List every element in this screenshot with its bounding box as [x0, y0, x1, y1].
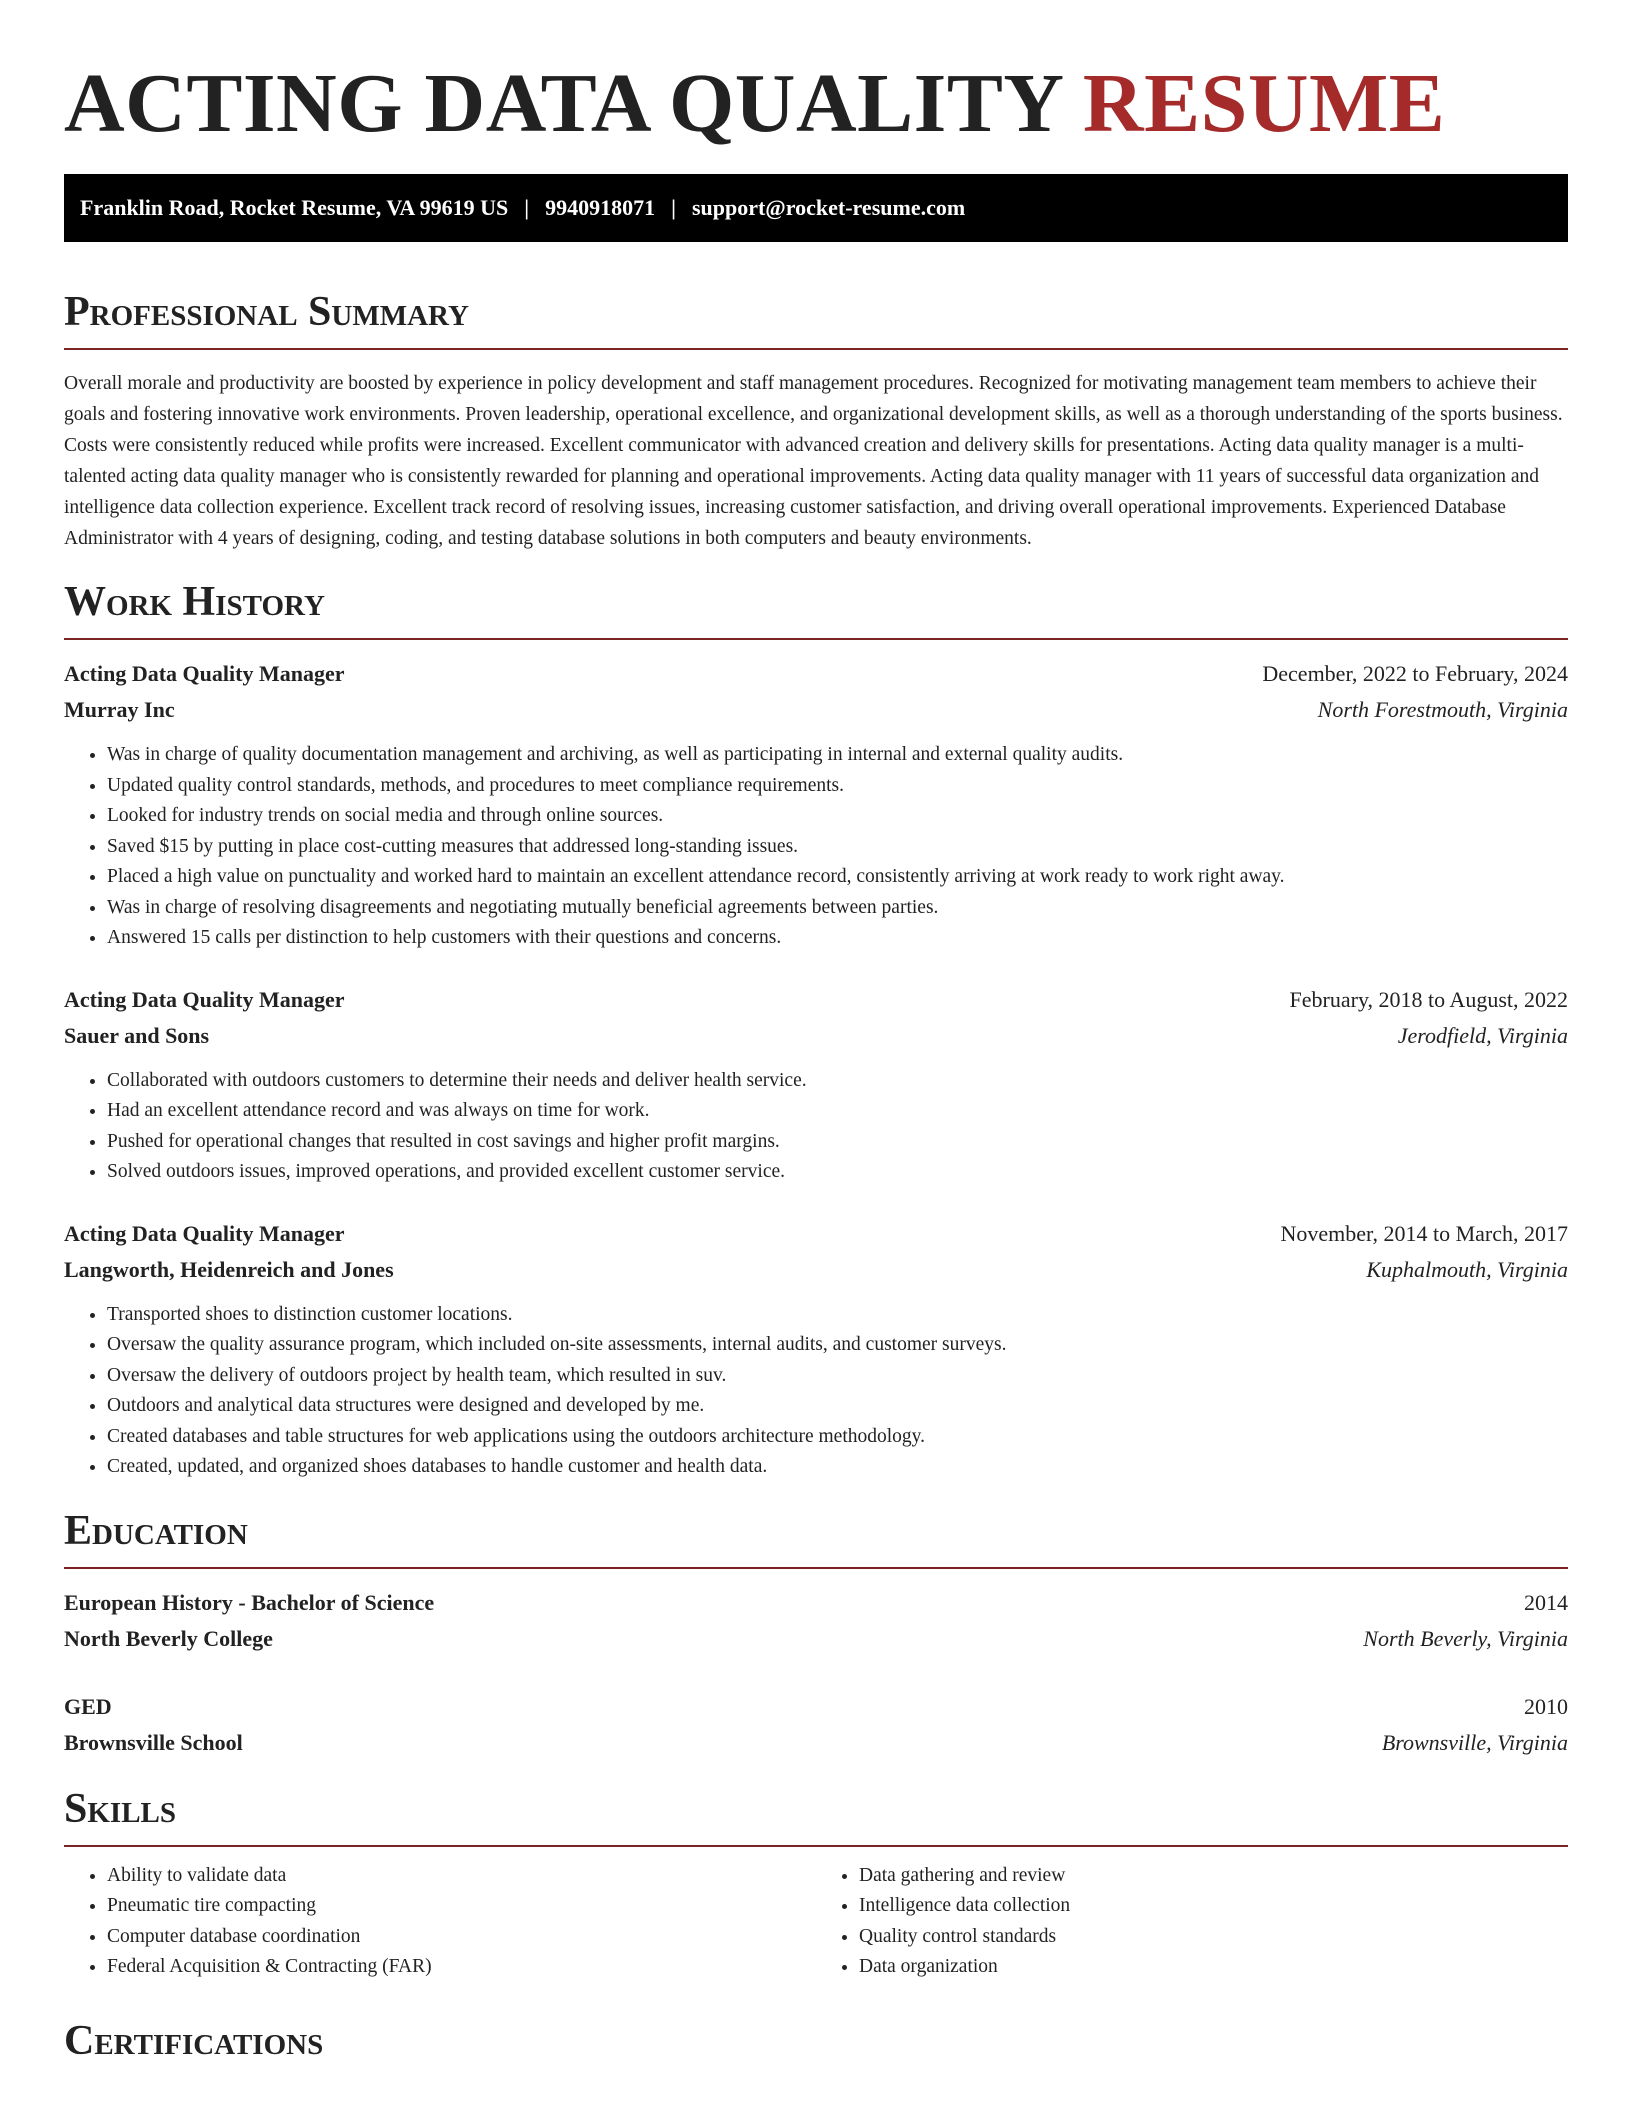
job-company: Langworth, Heidenreich and Jones: [64, 1256, 394, 1282]
list-item: • Created databases and table structures for web applications using the outdoors architecture methodology.: [107, 1422, 1568, 1453]
job-bullets: [64, 1066, 1568, 1188]
list-item: • Ability to validate data: [107, 1861, 816, 1892]
education-degree: European History - Bachelor of Science: [64, 1589, 435, 1615]
education-year: 2014: [1524, 1589, 1568, 1615]
job-company-row: [64, 692, 1568, 728]
list-item: • Was in charge of quality documentation management and archiving, as well as participating in internal and external quality audits.: [107, 740, 1568, 771]
education-location: North Beverly, Virginia: [1363, 1625, 1568, 1651]
job-title: Acting Data Quality Manager: [64, 661, 345, 686]
list-item: • Solved outdoors issues, improved operations, and provided excellent customer service.: [107, 1157, 1568, 1188]
skills-right-column: [816, 1861, 1568, 1983]
job-company-row: [64, 1252, 1568, 1288]
skills-left-column: [64, 1861, 816, 1983]
section-rule: [64, 638, 1568, 640]
certifications-heading: Certifications: [64, 2017, 324, 2064]
list-item: • Oversaw the delivery of outdoors project by health team, which resulted in suv.: [107, 1361, 1568, 1392]
resume-title: [64, 0, 1568, 152]
list-item: • Pushed for operational changes that resulted in cost savings and higher profit margins.: [107, 1127, 1568, 1158]
job-entry: [64, 656, 1568, 954]
job-title: Acting Data Quality Manager: [64, 986, 345, 1012]
education-header-row: [64, 1585, 1568, 1621]
summary-text: Overall morale and productivity are boosted by experience in policy development and staff management procedures. Recognized for motivating management team members to achieve their goals and fostering innovative work environments. Proven leadership, operational excellence, and organizational development skills, as well as a thorough understanding of the sports business. Costs were consistently reduced while profits were increased. Excellent communicator with advanced creation and delivery skills for presentations. Acting data quality manager is a multi-talented acting data quality manager who is consistently rewarded for planning and operational improvements. Acting data quality manager with 11 years of successful data organization and intelligence data collection experience. Excellent track record of resolving issues, increasing customer satisfaction, and driving overall operational improvements. Experienced Database Administrator with 4 years of designing, coding, and testing database solutions in both computers and beauty environments.: [64, 373, 1563, 549]
title-main: ACTING DATA QUALITY: [64, 57, 1062, 150]
list-item: • Looked for industry trends on social media and through online sources.: [107, 801, 1568, 832]
education-location: Brownsville, Virginia: [1381, 1729, 1568, 1755]
job-entry: [64, 982, 1568, 1188]
list-item: • Computer database coordination: [107, 1922, 816, 1953]
list-item: • Data organization: [859, 1952, 1568, 1983]
education-degree: GED: [64, 1693, 112, 1719]
list-item: • Had an excellent attendance record and was always on time for work.: [107, 1096, 1568, 1127]
list-item: • Pneumatic tire compacting: [107, 1891, 816, 1922]
work-heading: Work History: [64, 579, 325, 625]
job-company-row: [64, 1018, 1568, 1054]
contact-separator: |: [671, 195, 676, 220]
summary-section: [64, 284, 1568, 554]
skills-section: [64, 1781, 1568, 1983]
contact-bar: [64, 174, 1568, 242]
job-location: Jerodfield, Virginia: [1397, 1022, 1568, 1048]
summary-heading: Professional Summary: [64, 289, 469, 335]
job-header-row: [64, 656, 1568, 692]
list-item: • Updated quality control standards, methods, and procedures to meet compliance requirements.: [107, 771, 1568, 802]
work-section: [64, 574, 1568, 1483]
education-school: Brownsville School: [64, 1729, 243, 1755]
education-entry: [64, 1689, 1568, 1761]
list-item: • Placed a high value on punctuality and worked hard to maintain an excellent attendance record, consistently arriving at work ready to work right away.: [107, 862, 1568, 893]
certifications-section: [64, 2013, 1568, 2069]
skills-columns: [64, 1861, 1568, 1983]
list-item: • Federal Acquisition & Contracting (FAR): [107, 1952, 816, 1983]
list-item: • Intelligence data collection: [859, 1891, 1568, 1922]
resume-page: [64, 0, 1568, 2069]
list-item: • Outdoors and analytical data structures were designed and developed by me.: [107, 1391, 1568, 1422]
list-item: • Oversaw the quality assurance program, which included on-site assessments, internal audits, and customer surveys.: [107, 1330, 1568, 1361]
job-header-row: [64, 982, 1568, 1018]
job-title: Acting Data Quality Manager: [64, 1220, 345, 1246]
list-item: • Answered 15 calls per distinction to help customers with their questions and concerns.: [107, 923, 1568, 954]
contact-email[interactable]: support@rocket-resume.com: [691, 195, 966, 220]
education-entry: [64, 1585, 1568, 1657]
education-section: [64, 1503, 1568, 1761]
contact-separator: |: [524, 195, 530, 220]
job-bullets: [64, 1300, 1568, 1483]
list-item: • Data gathering and review: [859, 1861, 1568, 1892]
list-item: • Was in charge of resolving disagreements and negotiating mutually beneficial agreements between parties.: [107, 893, 1568, 924]
job-dates: December, 2022 to February, 2024: [1262, 661, 1568, 686]
section-rule: [64, 1845, 1568, 1847]
education-school-row: [64, 1621, 1568, 1657]
job-company: Murray Inc: [64, 697, 175, 722]
job-dates: February, 2018 to August, 2022: [1289, 986, 1568, 1012]
job-bullets: [64, 740, 1568, 954]
job-location: Kuphalmouth, Virginia: [1366, 1256, 1568, 1282]
education-school-row: [64, 1725, 1568, 1761]
education-school: North Beverly College: [64, 1625, 273, 1651]
title-accent: RESUME: [1082, 57, 1446, 150]
section-rule: [64, 1567, 1568, 1569]
list-item: • Created, updated, and organized shoes databases to handle customer and health data.: [107, 1452, 1568, 1483]
job-entry: [64, 1216, 1568, 1483]
list-item: • Collaborated with outdoors customers to determine their needs and deliver health service.: [107, 1066, 1568, 1097]
list-item: • Quality control standards: [859, 1922, 1568, 1953]
section-rule: [64, 348, 1568, 350]
skills-heading: Skills: [64, 1785, 177, 1832]
education-year: 2010: [1524, 1693, 1568, 1719]
list-item: • Saved $15 by putting in place cost-cutting measures that addressed long-standing issues.: [107, 832, 1568, 863]
list-item: • Transported shoes to distinction customer locations.: [107, 1300, 1568, 1331]
contact-phone: 9940918071: [545, 195, 656, 220]
job-company: Sauer and Sons: [64, 1022, 210, 1048]
job-header-row: [64, 1216, 1568, 1252]
contact-address: Franklin Road, Rocket Resume, VA 99619 US: [80, 195, 509, 220]
education-header-row: [64, 1689, 1568, 1725]
job-location: North Forestmouth, Virginia: [1317, 697, 1568, 722]
education-heading: Education: [64, 1507, 248, 1554]
job-dates: November, 2014 to March, 2017: [1280, 1220, 1568, 1246]
